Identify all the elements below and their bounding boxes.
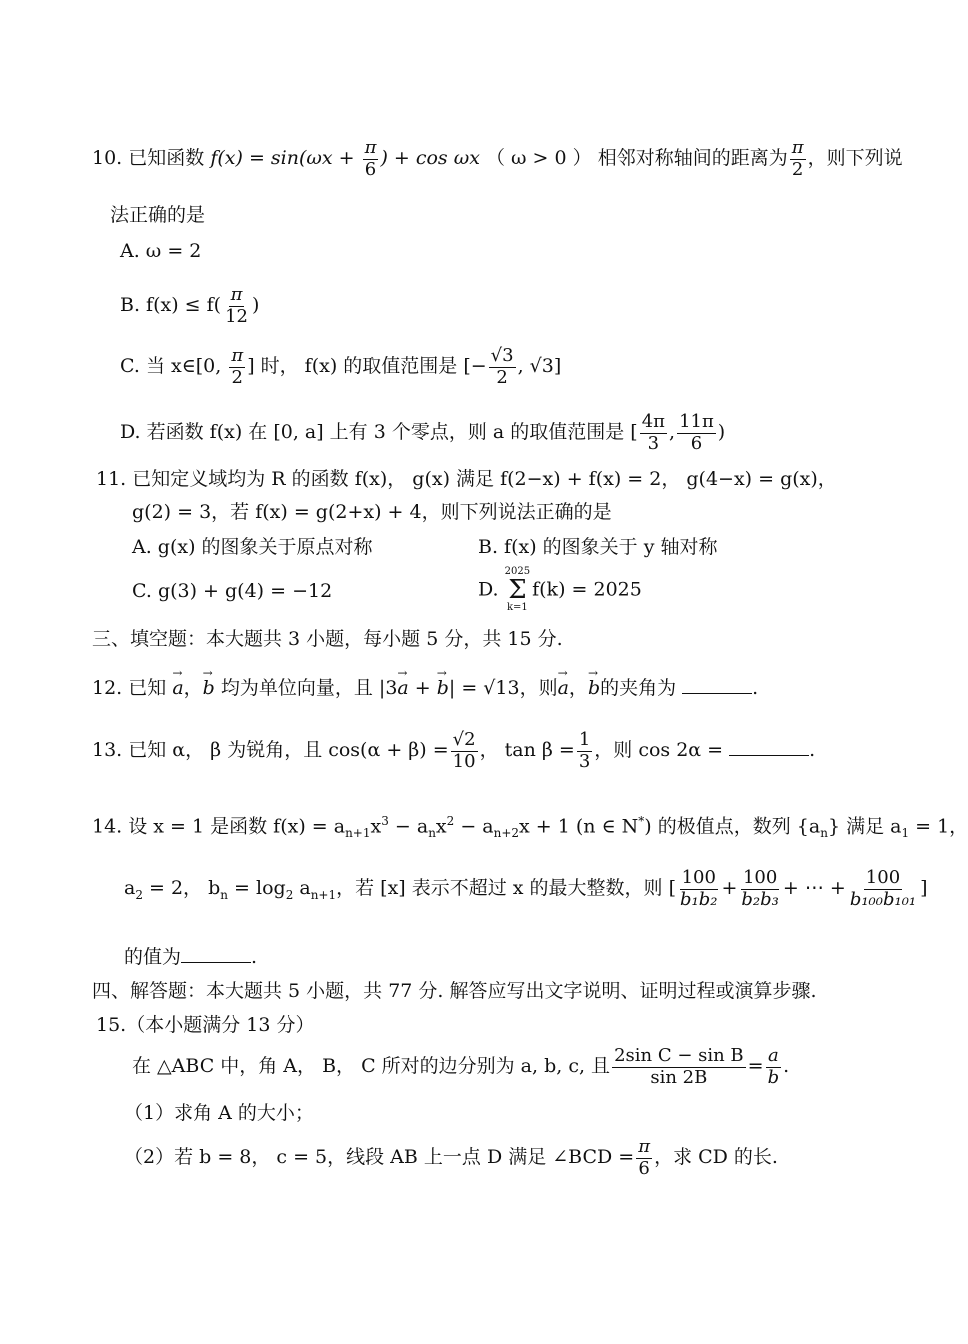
q14-l1-sub2: n (428, 826, 436, 841)
q14-l1-e: − a (454, 815, 494, 838)
q12-post: 的夹角为 (600, 677, 677, 699)
q10-line1 (92, 138, 903, 180)
q15-p2-den: 6 (638, 1157, 650, 1179)
q11-text1: 已知定义域均为 R 的函数 f(x)， g(x) 满足 f(2−x) + f(x) = 2， g(4−x) = g(x)， (132, 468, 837, 490)
q10-d-den2: 6 (690, 432, 703, 454)
q15-p2-pre: （2）若 b = 8， c = 5，线段 AB 上一点 D 满足 ∠BCD = (124, 1146, 635, 1169)
q14-l2-sub2: n (220, 887, 228, 902)
q14-f1-den: b₁b₂ (680, 888, 718, 910)
q10-b-num: π (230, 284, 243, 305)
q12-answer-blank[interactable] (682, 677, 752, 694)
q14-frac2 (739, 868, 780, 910)
q14-l2-b: = 2， b (142, 877, 221, 900)
q10-func: f(x) = sin(ωx + (210, 147, 361, 170)
q10-c-num2: √3 (490, 345, 514, 366)
q10-frac-num: π (364, 137, 377, 158)
q10-option-d (120, 412, 725, 454)
q12-line (92, 677, 758, 698)
q10-d-num2: 11π (679, 411, 714, 432)
q14-f2-den: b₂b₃ (741, 888, 779, 910)
q15-frac2 (766, 1046, 782, 1088)
q15-frac1 (612, 1046, 746, 1088)
q10-frac2-den: 2 (791, 158, 804, 180)
q10-d-comma: , (669, 421, 676, 444)
q13-line (92, 730, 815, 772)
q12-sep1: ， (183, 677, 203, 699)
section-3-heading: 三、填空题：本大题共 3 小题，每小题 5 分，共 15 分. (92, 628, 563, 650)
q13-num: √2 (452, 729, 476, 750)
q14-l1-sub3: n+2 (493, 826, 520, 841)
q11-option-c: C. g(3) + g(4) = −12 (132, 580, 333, 602)
vector-a3: → a (558, 679, 569, 698)
q10-cond: （ ω > 0 ） (485, 147, 592, 170)
q14-l2-sub4: n+1 (310, 887, 337, 902)
q14-l2-d: a (293, 877, 311, 900)
q11-d-label: D. (478, 578, 499, 601)
q15-part1: （1）求角 A 的大小； (124, 1102, 314, 1124)
q14-frac1 (678, 868, 719, 910)
q11-d-lower: k=1 (506, 602, 528, 613)
q10-d-pre: D. 若函数 f(x) 在 [0, a] 上有 3 个零点，则 a 的取值范围是 [ (120, 421, 638, 444)
q11-option-d (478, 567, 642, 613)
vector-b: → b (203, 679, 215, 698)
q14-line2 (124, 868, 928, 910)
q13-answer-blank[interactable] (729, 739, 809, 756)
q12-pre: 12. 已知 (92, 677, 167, 699)
q10-c-frac1 (229, 346, 245, 388)
q14-l2-e: ，若 [x] 表示不超过 x 的最大整数，则 [ (336, 877, 676, 900)
q10-option-b (120, 285, 259, 327)
q10-text-a: 已知函数 (128, 147, 205, 170)
q10-d-post: ) (717, 421, 726, 444)
q14-l1-sup3: * (638, 814, 645, 828)
q15-p2-frac (636, 1137, 652, 1179)
q14-l1-sup2: 2 (446, 814, 455, 828)
q11-d-expr: f(k) = 2025 (532, 578, 642, 601)
q12-plus: + (408, 677, 437, 699)
q10-func-tail: ) + cos ωx (380, 147, 480, 170)
q10-option-a: A. ω = 2 (120, 240, 202, 262)
q11-option-a: A. g(x) 的图象关于原点对称 (132, 536, 373, 558)
q14-l2-sub3: 2 (285, 887, 294, 902)
q14-l2-c: = log (228, 877, 286, 900)
q14-l1-i: = 1， (909, 815, 968, 838)
q14-l1-sup1: 3 (381, 814, 389, 828)
q14-l1-g: ) 的极值点，数列 {a (644, 815, 821, 838)
q13-end: . (809, 739, 816, 762)
q10-b-den: 12 (225, 305, 248, 327)
q10-d-frac1 (640, 412, 667, 454)
q10-c-den2: 2 (496, 366, 508, 388)
q15-f1-den: sin 2B (650, 1066, 708, 1088)
q14-f1-num: 100 (681, 867, 716, 888)
q10-c-den1: 2 (231, 366, 243, 388)
q14-l2-sub1: 2 (135, 887, 143, 902)
q10-b-post: ) (251, 294, 260, 317)
q10-d-frac2 (677, 412, 716, 454)
q15-f2-num: a (767, 1045, 779, 1066)
q10-frac-den: 6 (364, 158, 377, 180)
q10-c-frac2 (489, 346, 516, 388)
q14-line3 (124, 946, 257, 967)
q14-close: ] (920, 877, 928, 900)
vector-a2: → a (397, 679, 408, 698)
q14-l1-a: 14. 设 x = 1 是函数 f(x) = a (92, 815, 346, 838)
q14-f3-num: 100 (865, 867, 901, 888)
q15-p2-num: π (638, 1136, 651, 1157)
q15-f1-num: 2sin C − sin B (614, 1045, 744, 1066)
q11-line1 (96, 470, 837, 489)
q12-end: . (752, 677, 759, 699)
q14-l1-sub1: n+1 (345, 826, 371, 841)
q10-b-pre: B. f(x) ≤ f( (120, 294, 222, 317)
q15-p2-post: ，求 CD 的长. (654, 1146, 778, 1169)
q14-plus1: + (721, 877, 738, 900)
q10-frac-pi2 (790, 138, 806, 180)
q10-c-pre: C. 当 x∈[0, (120, 355, 228, 378)
q11-d-sym: Σ (508, 575, 527, 605)
q14-l1-sub5: 1 (901, 826, 910, 841)
q10-text-c: ，则下列说 (807, 147, 903, 170)
q10-text-b: 相邻对称轴间的距离为 (597, 147, 788, 170)
vector-a: → a (172, 679, 183, 698)
q15-f2-den: b (767, 1066, 780, 1088)
q10-frac-pi6 (363, 138, 379, 180)
q14-dots: + ⋯ + (782, 877, 846, 900)
q10-number: 10. (92, 147, 123, 170)
q15-end: . (783, 1055, 790, 1078)
q15-part2 (124, 1137, 778, 1179)
q11-d-sigma (505, 567, 530, 613)
q14-l1-f: x + 1 (n ∈ N (519, 815, 639, 838)
q14-frac3 (848, 868, 918, 910)
q11-number: 11. (96, 468, 127, 490)
q13-num2: 1 (578, 729, 591, 750)
q10-c-num1: π (231, 345, 244, 366)
q11-option-b: B. f(x) 的图象关于 y 轴对称 (478, 536, 718, 558)
q10-c-mid: ] 时， f(x) 的取值范围是 [− (247, 355, 487, 378)
q14-l3-text: 的值为 (124, 946, 182, 968)
q14-l1-h: } 满足 a (827, 815, 902, 838)
q13-den: 10 (452, 750, 476, 772)
q14-l1-b: x (370, 815, 382, 838)
q10-d-num1: 4π (641, 411, 666, 432)
q14-f3-den: b₁₀₀b₁₀₁ (849, 888, 917, 910)
q10-option-c (120, 346, 561, 388)
q15-statement (132, 1046, 789, 1088)
q12-eq: | = √13，则 (448, 677, 558, 699)
q15-pre: 在 △ABC 中，角 A， B， C 所对的边分别为 a, b, c, 且 (132, 1055, 611, 1078)
section-4-heading: 四、解答题：本大题共 5 小题，共 77 分. 解答应写出文字说明、证明过程或演算步骤. (92, 980, 817, 1002)
q13-pre: 13. 已知 α， β 为锐角，且 cos(α + β) = (92, 739, 449, 762)
q13-mid: ， tan β = (479, 739, 575, 762)
q15-eq: = (747, 1055, 764, 1078)
q12-mid: 均为单位向量，且 |3 (220, 677, 398, 699)
q10-b-frac (223, 285, 250, 327)
q13-den2: 3 (578, 750, 591, 772)
q11-line2: g(2) = 3，若 f(x) = g(2+x) + 4，则下列说法正确的是 (132, 501, 612, 523)
q10-d-den1: 3 (647, 432, 660, 454)
q14-l1-sub4: n (820, 826, 828, 841)
q14-f2-num: 100 (742, 867, 778, 888)
q14-end: . (251, 946, 258, 968)
q14-l2-a: a (124, 877, 136, 900)
q12-sep2: ， (568, 677, 588, 699)
q14-l1-c: − a (388, 815, 429, 838)
vector-b2: → b (437, 679, 449, 698)
q10-c-post: , √3] (517, 355, 562, 378)
q11-d-upper: 2025 (504, 566, 531, 577)
vector-b3: → b (588, 679, 600, 698)
q13-post: ，则 cos 2α = (594, 739, 724, 762)
q14-line1 (92, 815, 968, 839)
q15-title: 15.（本小题满分 13 分） (96, 1014, 315, 1036)
q10-line2: 法正确的是 (110, 204, 206, 226)
q14-l1-d: x (435, 815, 447, 838)
q10-frac2-num: π (791, 137, 804, 158)
q14-answer-blank[interactable] (181, 946, 251, 963)
q13-frac2 (577, 730, 592, 772)
q13-frac1 (451, 730, 478, 772)
